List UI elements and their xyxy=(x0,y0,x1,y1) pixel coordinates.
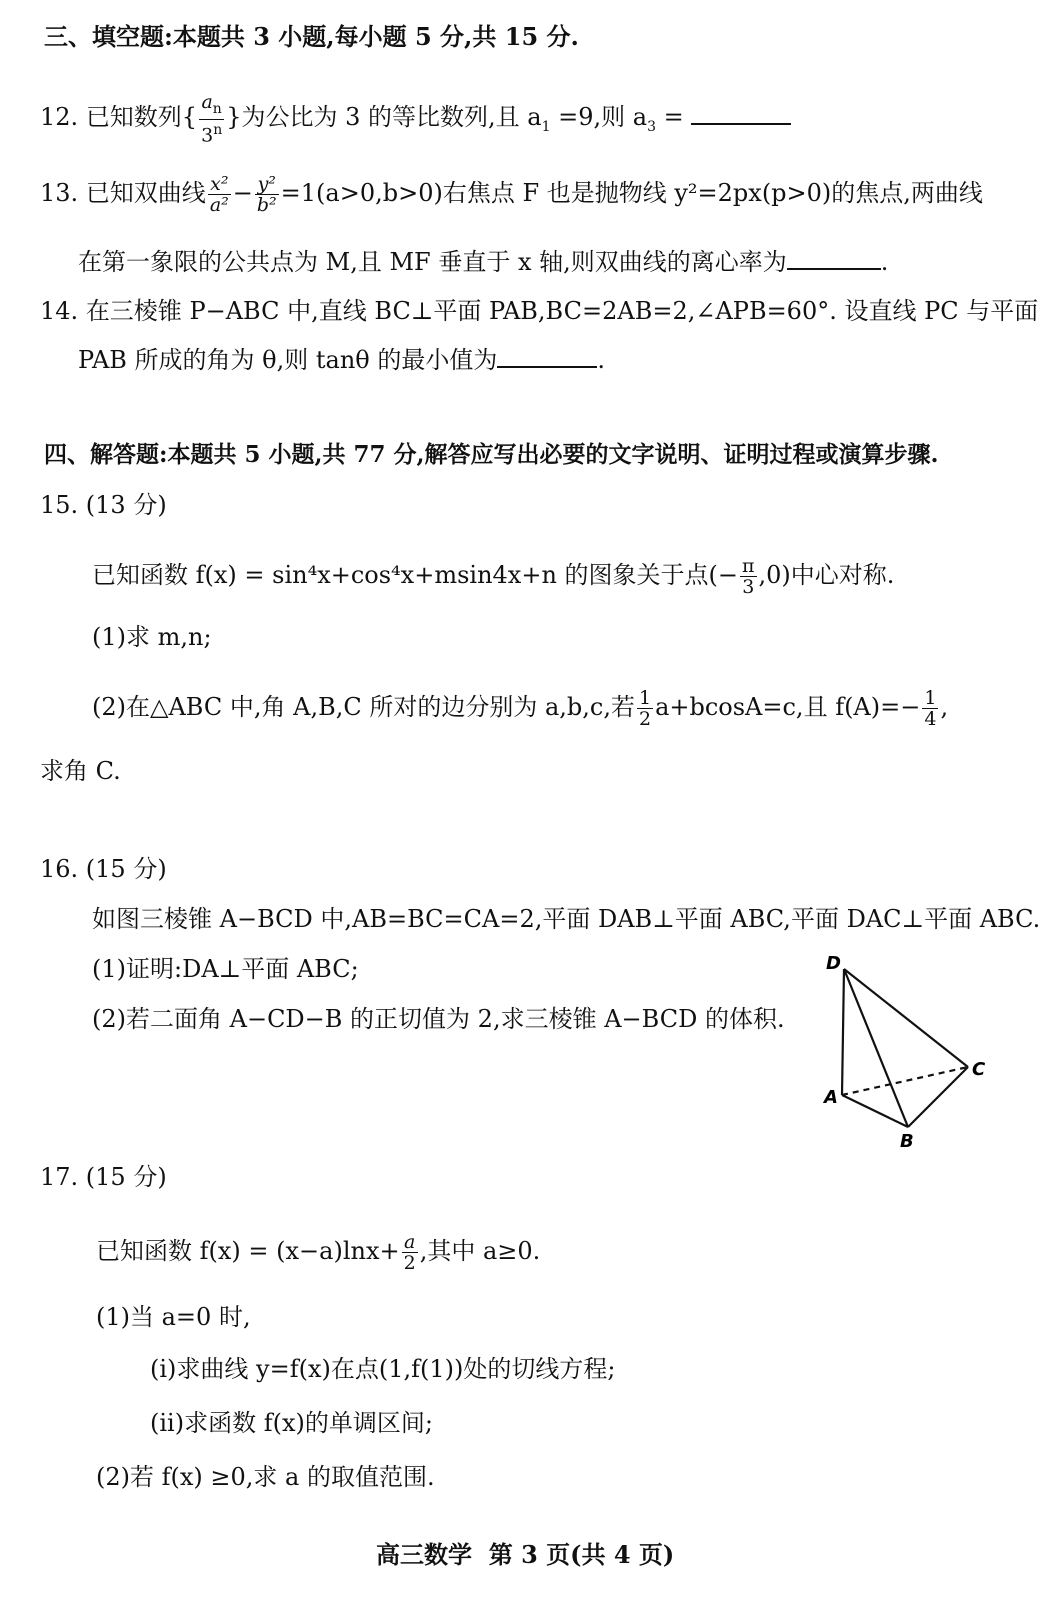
question-16-stem: 如图三棱锥 A−BCD 中,AB=BC=CA=2,平面 DAB⊥平面 ABC,平面 DAC⊥平面 ABC. xyxy=(92,905,1041,933)
question-15-stem: 已知函数 f(x) = sin⁴x+cos⁴x+msin4x+n 的图象关于点(− $\frac{\pi}{3}$ ,0)中心对称. xyxy=(92,555,895,598)
question-16-header: 16. (15 分) xyxy=(40,855,167,883)
edge-ac-hidden xyxy=(842,1067,968,1095)
pi-over-3-fraction: $\frac{\pi}{3}$ xyxy=(742,555,755,598)
question-16-part-1: (1)证明:DA⊥平面 ABC; xyxy=(92,955,359,983)
question-14-line-1: 在三棱锥 P−ABC 中,直线 BC⊥平面 PAB,BC=2AB=2,∠APB=60°. 设直线 PC 与平面 xyxy=(85,297,1039,325)
section-4-header: 四、解答题:本题共 5 小题,共 77 分,解答应写出必要的文字说明、证明过程或演算步骤. xyxy=(44,441,939,468)
question-13-line-2: 在第一象限的公共点为 M,且 MF 垂直于 x 轴,则双曲线的离心率为 . xyxy=(78,248,889,276)
question-15-part-1: (1)求 m,n; xyxy=(92,623,212,651)
half-fraction: $\frac{1}{2}$ xyxy=(638,687,652,730)
question-12: 12. 已知数列{ $\frac{a_n}{3^n}$ }为公比为 3 的等比数列,且 $a_1 =9$,则 $a_3$ = xyxy=(40,92,791,145)
question-13: 13. 已知双曲线 $\frac{\text{x²}}{\text{a²}}$ − $\frac{\text{y²}}{\text{b²}}$ =1(a>0,b>0)右焦点 F 也是抛物线 y²=2px(p>0)的焦点,两曲线 xyxy=(40,173,983,216)
question-17-header: 17. (15 分) xyxy=(40,1163,167,1191)
question-14-line-2: PAB 所成的角为 θ,则 tanθ 的最小值为 . xyxy=(78,346,606,374)
vertex-label-c: C xyxy=(972,1059,986,1080)
question-13-text-2: =1(a>0,b>0)右焦点 F 也是抛物线 y²=2px(p>0)的焦点,两曲线 xyxy=(280,179,983,207)
question-13-number: 13. xyxy=(40,179,79,207)
vertex-label-b: B xyxy=(900,1131,914,1152)
sequence-fraction: $\frac{a_n}{3^n}$ xyxy=(201,91,223,147)
question-17-part-2: (2)若 f(x) ≥0,求 a 的取值范围. xyxy=(96,1463,435,1491)
answer-blank-12[interactable] xyxy=(691,101,791,125)
vertex-label-d: D xyxy=(826,953,841,974)
question-17-part-1-ii: (ii)求函数 f(x)的单调区间; xyxy=(150,1409,433,1437)
hyperbola-x-fraction: $\frac{\text{x²}}{\text{a²}}$ xyxy=(209,173,229,216)
question-17-part-1: (1)当 a=0 时, xyxy=(96,1303,251,1331)
question-12-text-3: =9,则 a xyxy=(550,103,648,132)
hyperbola-y-fraction: $\frac{\text{y²}}{\text{b²}}$ xyxy=(256,173,277,216)
question-16-part-2: (2)若二面角 A−CD−B 的正切值为 2,求三棱锥 A−BCD 的体积. xyxy=(92,1005,785,1033)
answer-blank-13[interactable] xyxy=(787,246,881,270)
question-12-number: 12. xyxy=(40,103,79,132)
quarter-fraction: $\frac{1}{4}$ xyxy=(924,687,937,730)
a-over-2-fraction: $\frac{a}{2}$ xyxy=(403,1231,416,1274)
question-15-part-2: (2)在△ABC 中,角 A,B,C 所对的边分别为 a,b,c,若 $\frac{1}{2}$ a+bcosA=c,且 f(A)=− $\frac{1}{4}$ , xyxy=(92,687,949,730)
question-17-stem: 已知函数 f(x) = (x−a)lnx+ $\frac{a}{2}$ ,其中 a≥0. xyxy=(96,1231,541,1274)
question-12-text-2: }为公比为 3 的等比数列,且 a xyxy=(226,103,542,132)
question-12-text-1: 已知数列{ xyxy=(85,103,198,132)
edge-bc xyxy=(908,1067,968,1127)
page-footer: 高三数学 第 3 页(共 4 页) xyxy=(376,1540,675,1569)
question-15-header: 15. (13 分) xyxy=(40,491,167,519)
question-17-part-1-i: (i)求曲线 y=f(x)在点(1,f(1))处的切线方程; xyxy=(150,1355,616,1383)
edge-db xyxy=(844,969,908,1127)
section-3-header: 三、填空题:本题共 3 小题,每小题 5 分,共 15 分. xyxy=(44,22,579,51)
tetrahedron-figure xyxy=(820,945,1000,1155)
edge-da xyxy=(842,969,844,1095)
answer-blank-14[interactable] xyxy=(497,344,597,368)
question-14 xyxy=(40,296,1038,326)
question-14-number: 14. xyxy=(40,297,79,325)
vertex-label-a: A xyxy=(824,1087,838,1108)
edge-dc xyxy=(844,969,968,1067)
question-15-part-2-line-2: 求角 C. xyxy=(40,757,121,785)
